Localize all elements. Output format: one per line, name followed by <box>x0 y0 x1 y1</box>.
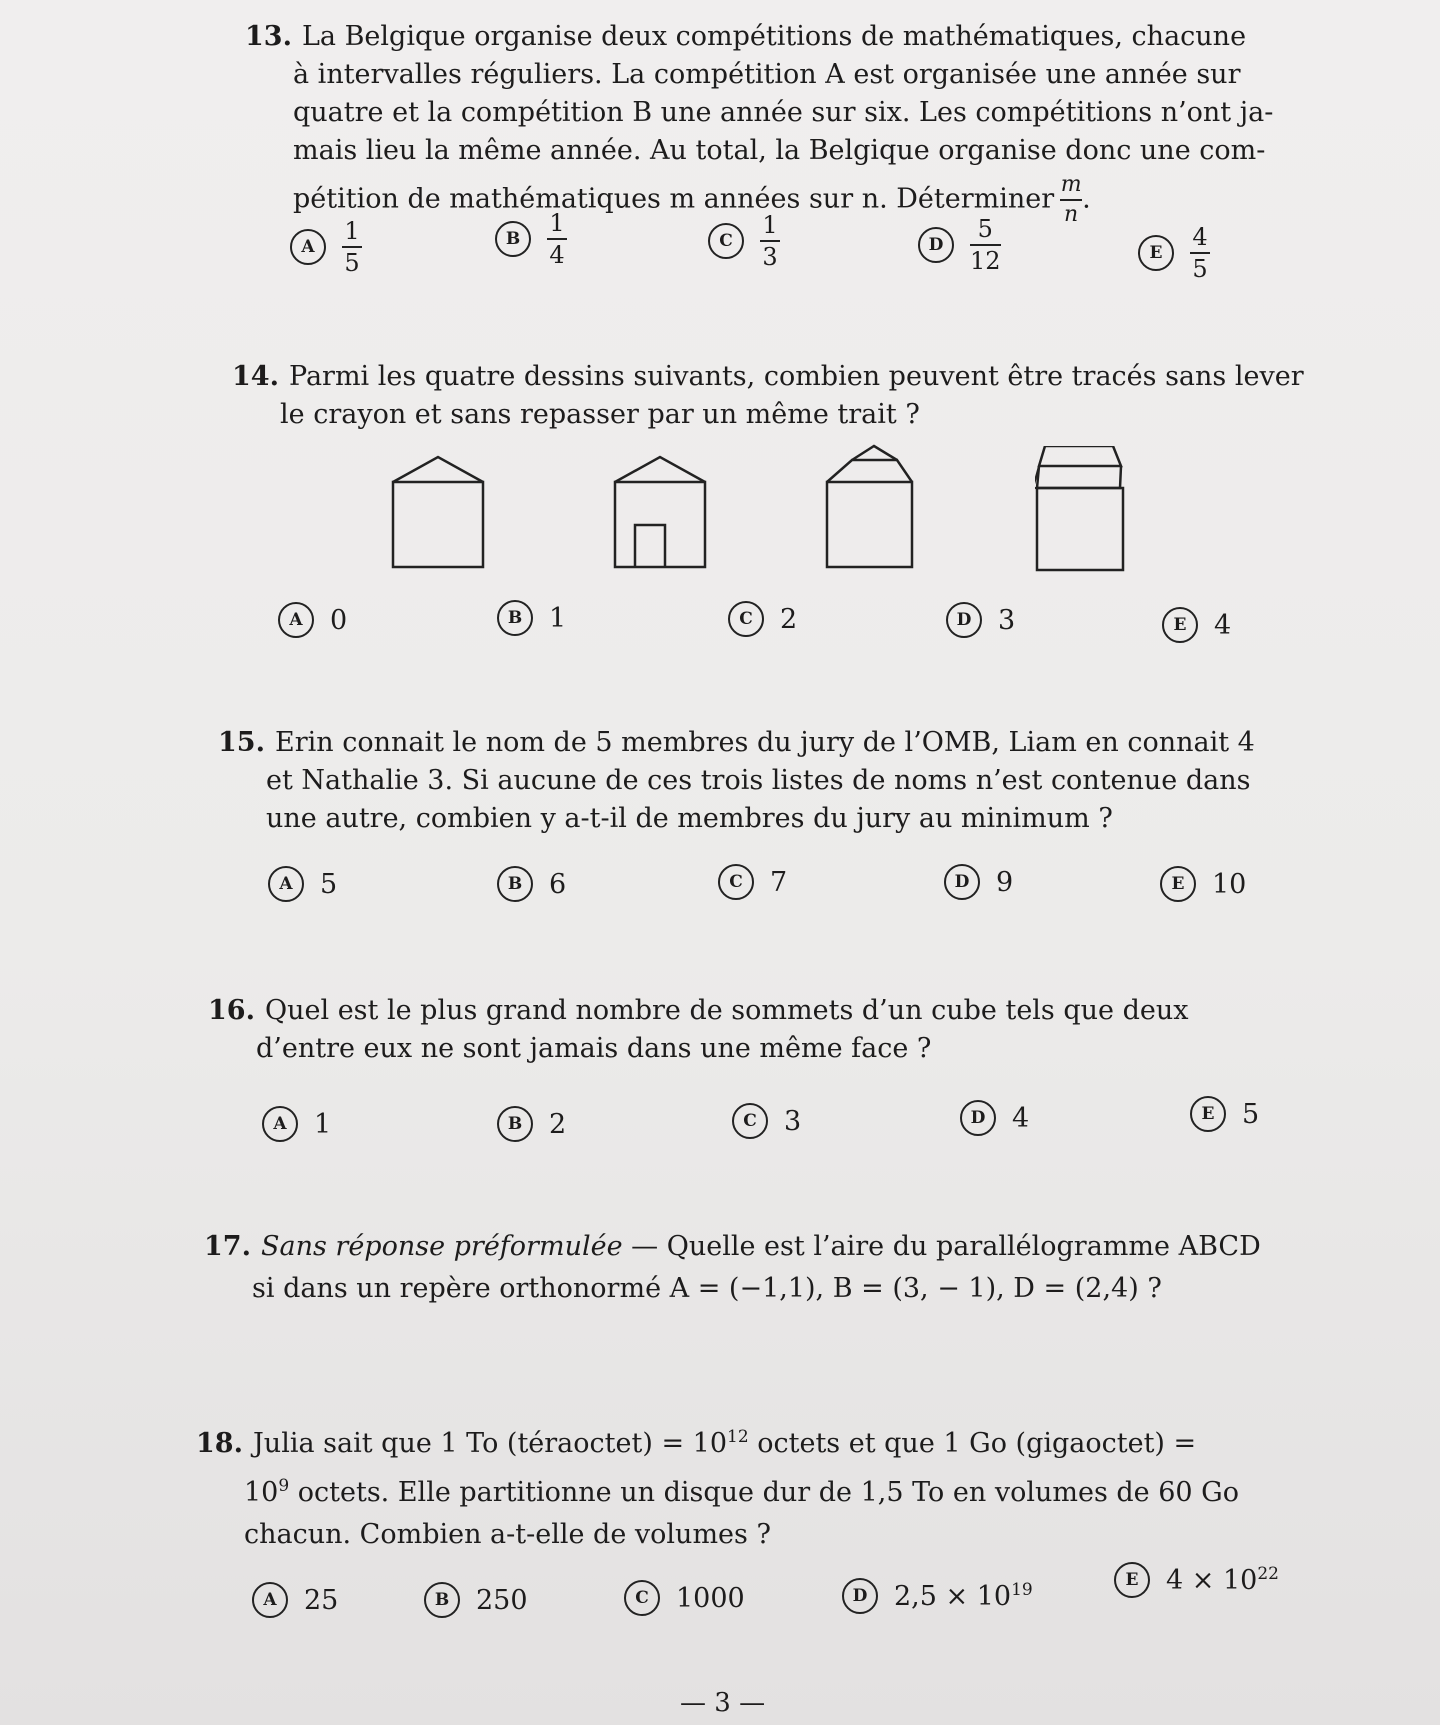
question-text: pétition de mathématiques m années sur n. Déterminer <box>293 183 1055 215</box>
option-value: 1 <box>314 1108 332 1140</box>
option-letter: D <box>944 864 980 900</box>
option-value: 3 <box>784 1105 802 1137</box>
answer-option-b[interactable] <box>495 210 567 268</box>
question-text: Julia sait que 1 To (téraoctet) = 10 <box>252 1428 728 1459</box>
option-letter: A <box>290 229 326 265</box>
option-fraction: $\frac{1}{4}$ <box>547 210 567 268</box>
answer-option-a[interactable] <box>262 1106 331 1142</box>
option-letter: A <box>262 1106 298 1142</box>
option-fraction: $\frac{1}{5}$ <box>342 218 362 276</box>
option-letter: C <box>728 601 764 637</box>
question-text: 10 <box>244 1477 279 1508</box>
option-letter: E <box>1190 1096 1226 1132</box>
option-letter: A <box>268 866 304 902</box>
option-value: $4 \times 10^{22}$ <box>1166 1564 1279 1596</box>
option-fraction: $\frac{4}{5}$ <box>1190 224 1210 282</box>
exponent: 9 <box>278 1476 290 1496</box>
option-letter: A <box>278 602 314 638</box>
question-text: d’entre eux ne sont jamais dans une même face ? <box>256 1033 932 1064</box>
question-text: à intervalles réguliers. La compétition A est organisée une année sur <box>293 59 1241 90</box>
question-text: quatre et la compétition B une année sur six. Les compétitions n’ont ja- <box>293 97 1274 128</box>
question-14 <box>232 358 1304 434</box>
answer-option-c[interactable] <box>624 1580 745 1616</box>
answer-option-a[interactable] <box>290 218 362 276</box>
option-letter: C <box>708 223 744 259</box>
option-letter: B <box>497 1106 533 1142</box>
option-letter: B <box>495 221 531 257</box>
house-drawing-2 <box>610 452 710 572</box>
exponent: 12 <box>727 1427 749 1447</box>
option-letter: D <box>842 1578 878 1614</box>
option-fraction: $\frac{1}{3}$ <box>760 212 780 270</box>
question-number: 16. <box>208 995 255 1026</box>
question-number: 18. <box>196 1428 243 1459</box>
question-number: 15. <box>218 727 265 758</box>
question-text: chacun. Combien a-t-elle de volumes ? <box>244 1519 771 1550</box>
question-text: octets et que 1 Go (gigaoctet) = <box>748 1428 1197 1459</box>
option-value: 0 <box>330 604 348 636</box>
question-text: Parmi les quatre dessins suivants, combien peuvent être tracés sans lever <box>288 361 1304 392</box>
option-value: 1000 <box>676 1582 745 1614</box>
answer-option-c[interactable] <box>718 864 787 900</box>
option-fraction: $\frac{5}{12}$ <box>970 215 1001 275</box>
answer-option-e[interactable] <box>1138 224 1210 282</box>
question-number: 14. <box>232 361 279 392</box>
question-text: le crayon et sans repasser par un même trait ? <box>280 399 920 430</box>
question-text: octets. Elle partitionne un disque dur de 1,5 To en volumes de 60 Go <box>289 1477 1239 1508</box>
answer-option-e[interactable] <box>1162 607 1231 643</box>
answer-option-d[interactable] <box>918 216 1001 274</box>
question-text: si dans un repère orthonormé A = (−1,1), B = (3, − 1), D = (2,4) ? <box>252 1273 1162 1304</box>
option-letter: B <box>424 1582 460 1618</box>
option-letter: C <box>732 1103 768 1139</box>
question-15 <box>218 724 1255 838</box>
option-letter: D <box>918 227 954 263</box>
answer-option-d[interactable] <box>842 1578 1033 1614</box>
question-16 <box>208 992 1188 1068</box>
fraction-m-over-n: $\frac{m}{n}$ <box>1060 172 1082 227</box>
option-value: $2,5 \times 10^{19}$ <box>894 1580 1033 1612</box>
house-drawing-1 <box>388 452 488 572</box>
answer-option-a[interactable] <box>278 602 347 638</box>
answer-option-e[interactable] <box>1160 866 1246 902</box>
option-letter: C <box>718 864 754 900</box>
answer-option-e[interactable] <box>1114 1562 1279 1598</box>
house-drawing-3 <box>822 442 922 572</box>
answer-option-c[interactable] <box>728 601 797 637</box>
answer-option-a[interactable] <box>268 866 337 902</box>
answer-option-d[interactable] <box>960 1100 1029 1136</box>
question-intro: Sans réponse préformulée <box>260 1231 623 1262</box>
option-value: 4 <box>1214 609 1232 641</box>
option-value: 3 <box>998 604 1016 636</box>
option-letter: D <box>946 602 982 638</box>
question-18 <box>196 1418 1239 1554</box>
option-value: 2 <box>780 603 798 635</box>
option-value: 250 <box>476 1584 528 1616</box>
page-number: — 3 — <box>680 1688 766 1718</box>
answer-option-d[interactable] <box>946 602 1015 638</box>
option-letter: D <box>960 1100 996 1136</box>
answer-option-b[interactable] <box>497 600 566 636</box>
answer-option-e[interactable] <box>1190 1096 1259 1132</box>
question-13: 13. La Belgique organise deux compétitions de mathématiques, chacune à intervalles réguliers. La compétition A est organisée une année sur quatre et la compétition B une année sur six. Les compétitions n’ont ja- mais lieu la même année. Au total, la Belgique organise donc une com- pétition de mathématiques m années sur n. Déterminer $\frac{m}{n}$ . <box>245 21 1274 227</box>
option-value: 6 <box>549 868 567 900</box>
question-text: Quel est le plus grand nombre de sommets d’un cube tels que deux <box>264 995 1189 1026</box>
option-letter: E <box>1162 607 1198 643</box>
option-value: 5 <box>1242 1098 1260 1130</box>
question-text: mais lieu la même année. Au total, la Belgique organise donc une com- <box>293 135 1266 166</box>
answer-option-b[interactable] <box>497 866 566 902</box>
answer-option-c[interactable] <box>708 212 780 270</box>
option-letter: A <box>252 1582 288 1618</box>
option-value: 7 <box>770 866 788 898</box>
question-text: Erin connait le nom de 5 membres du jury de l’OMB, Liam en connait 4 <box>274 727 1255 758</box>
option-letter: B <box>497 600 533 636</box>
option-letter: E <box>1114 1562 1150 1598</box>
option-value: 2 <box>549 1108 567 1140</box>
option-letter: B <box>497 866 533 902</box>
option-letter: E <box>1138 235 1174 271</box>
option-letter: E <box>1160 866 1196 902</box>
question-17 <box>204 1228 1261 1308</box>
option-value: 4 <box>1012 1102 1030 1134</box>
house-drawing-4 <box>1035 446 1135 576</box>
question-text: et Nathalie 3. Si aucune de ces trois listes de noms n’est contenue dans <box>266 765 1251 796</box>
option-value: 10 <box>1212 868 1247 900</box>
answer-option-b[interactable] <box>497 1106 566 1142</box>
option-value: 5 <box>320 868 338 900</box>
question-text: La Belgique organise deux compétitions de mathématiques, chacune <box>301 21 1247 52</box>
question-number: 13. <box>245 21 292 52</box>
option-letter: C <box>624 1580 660 1616</box>
answer-option-d[interactable] <box>944 864 1013 900</box>
question-text: une autre, combien y a-t-il de membres du jury au minimum ? <box>266 803 1113 834</box>
question-number: 17. <box>204 1231 251 1262</box>
option-value: 9 <box>996 866 1014 898</box>
answer-option-a[interactable] <box>252 1582 338 1618</box>
question-text: — Quelle est l’aire du parallélogramme ABCD <box>622 1231 1261 1262</box>
option-value: 1 <box>549 602 567 634</box>
option-value: 25 <box>304 1584 339 1616</box>
answer-option-c[interactable] <box>732 1103 801 1139</box>
answer-option-b[interactable] <box>424 1582 528 1618</box>
